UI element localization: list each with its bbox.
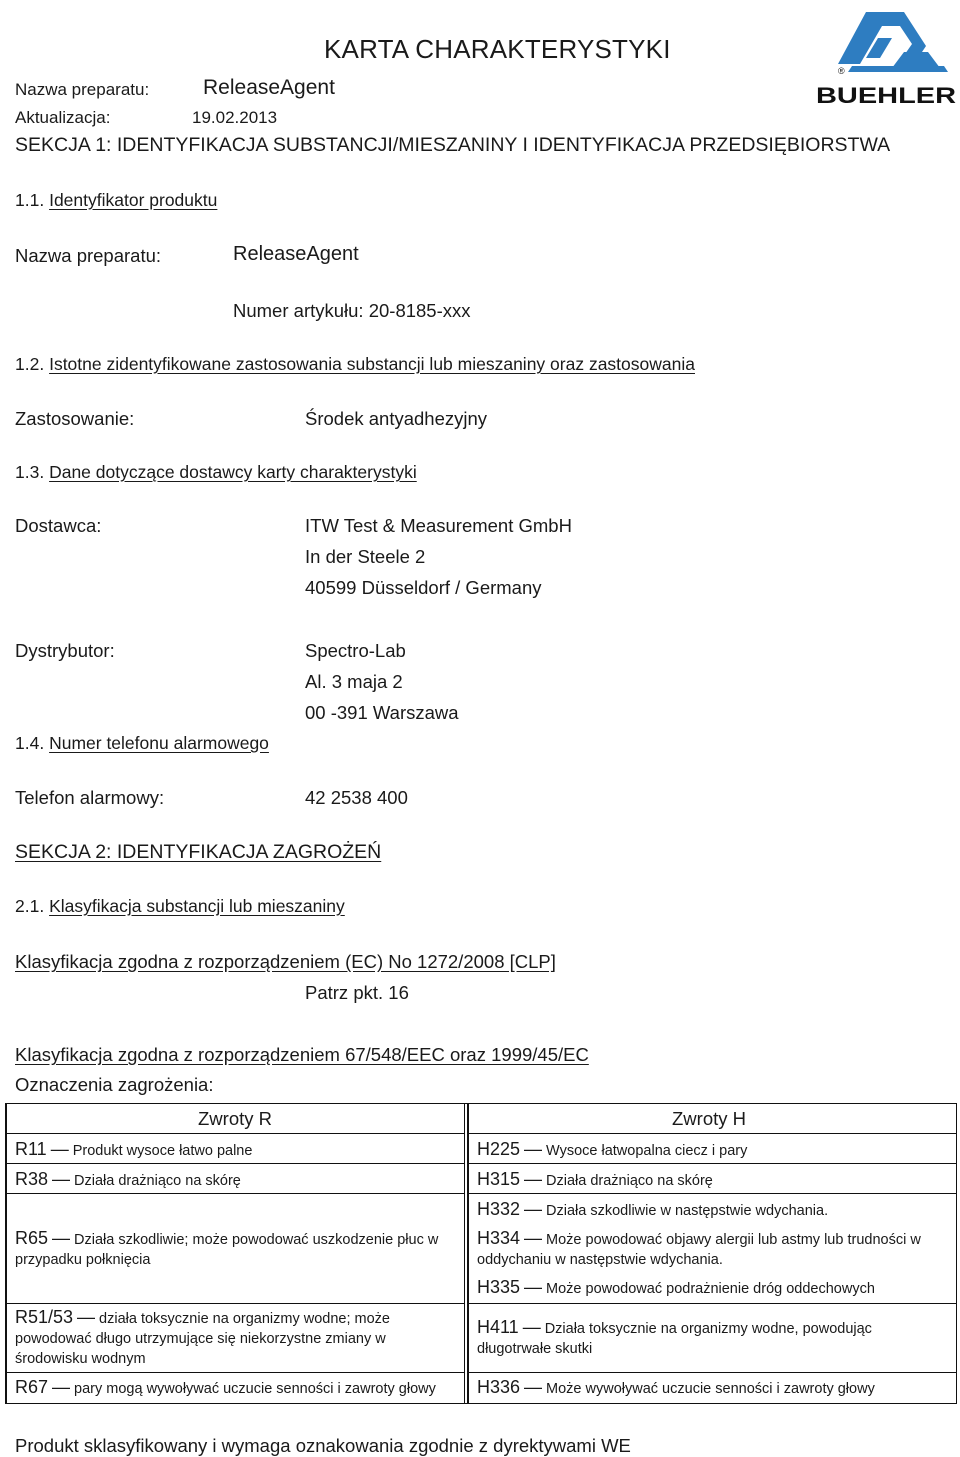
subsection-title: Identyfikator produktu xyxy=(49,190,218,210)
subsection-number: 1.2. xyxy=(15,354,45,374)
use-value: Środek antyadhezyjny xyxy=(305,408,488,429)
h-phrase-row xyxy=(477,1277,875,1299)
h-phrase-text: Wysoce łatwopalna ciecz i pary xyxy=(546,1143,748,1159)
article-number: Numer artykułu: 20-8185-xxx xyxy=(233,300,471,321)
phrase-dash: — xyxy=(524,1228,543,1248)
supplier-label: Dostawca: xyxy=(15,515,102,536)
h-phrase-row xyxy=(477,1139,747,1161)
r-phrase-text: pary mogą wywoływać uczucie senności i zawroty głowy xyxy=(74,1381,436,1397)
subsection-title: Dane dotyczące dostawcy karty charakterystyki xyxy=(49,462,417,482)
r-phrase-row xyxy=(15,1307,425,1369)
h-phrase-text: Działa drażniąco na skórę xyxy=(546,1173,713,1189)
r-phrase-row xyxy=(15,1139,252,1161)
subsection-number: 1.3. xyxy=(15,462,45,482)
subsection-1-3-heading xyxy=(15,462,417,483)
h-phrase-code: H336 xyxy=(477,1377,521,1397)
h-phrase-text: Działa toksycznie na organizmy wodne, powodując długotrwałe skutki xyxy=(477,1321,872,1357)
subsection-title: Klasyfikacja substancji lub mieszaniny xyxy=(49,896,345,916)
phrase-dash: — xyxy=(77,1307,96,1327)
distributor-line: 00 -391 Warszawa xyxy=(305,702,459,723)
r-phrase-code: R65 xyxy=(15,1228,49,1248)
phrase-dash: — xyxy=(52,1228,71,1248)
eec-classification-title: Klasyfikacja zgodna z rozporządzeniem 67/548/EEC oraz 1999/45/EC xyxy=(15,1044,589,1065)
r-phrase-text: Działa szkodliwie; może powodować uszkodzenie płuc w przypadku połknięcia xyxy=(15,1232,439,1268)
r-phrase-row xyxy=(15,1169,241,1191)
phrase-dash: — xyxy=(524,1199,543,1219)
use-label: Zastosowanie: xyxy=(15,408,135,429)
h-phrase-text: Może wywoływać uczucie senności i zawroty głowy xyxy=(546,1381,875,1397)
phone-label: Telefon alarmowy: xyxy=(15,787,165,808)
h-phrase-row xyxy=(477,1199,828,1221)
h-phrase-code: H334 xyxy=(477,1228,521,1248)
supplier-line: 40599 Düsseldorf / Germany xyxy=(305,577,542,598)
r-phrase-text: Działa drażniąco na skórę xyxy=(74,1173,241,1189)
h-phrase-text: Może powodować objawy alergii lub astmy lub trudności w oddychaniu w następstwie wdychania. xyxy=(477,1232,921,1268)
phrase-dash: — xyxy=(524,1139,543,1159)
r-phrase-code: R11 xyxy=(15,1139,47,1159)
h-phrase-row xyxy=(477,1377,875,1399)
r-phrase-text: działa toksycznie na organizmy wodne; może powodować długo utrzymujące się niekorzystne zmiany w środowisku wodnym xyxy=(15,1311,390,1367)
h-phrase-text: Może powodować podrażnienie dróg oddechowych xyxy=(546,1281,875,1297)
r-phrase-text: Produkt wysoce łatwo palne xyxy=(72,1143,253,1159)
subsection-title: Istotne zidentyfikowane zastosowania substancji lub mieszaniny oraz zastosowania xyxy=(49,354,695,374)
h-phrase-code: H411 xyxy=(477,1317,519,1337)
h-phrase-code: H315 xyxy=(477,1169,521,1189)
distributor-label: Dystrybutor: xyxy=(15,640,115,661)
phrase-dash: — xyxy=(524,1169,543,1189)
section-2-title: SEKCJA 2: IDENTYFIKACJA ZAGROŻEŃ xyxy=(15,841,382,863)
supplier-line: In der Steele 2 xyxy=(305,546,426,567)
logo-text: BUEHLER xyxy=(816,83,957,108)
h-phrase-row xyxy=(477,1317,897,1359)
distributor-line: Al. 3 maja 2 xyxy=(305,671,403,692)
product-name-value: ReleaseAgent xyxy=(203,76,335,99)
h-phrases-header: Zwroty H xyxy=(672,1108,746,1129)
hazard-designation-label: Oznaczenia zagrożenia: xyxy=(15,1074,214,1095)
registered-mark: ® xyxy=(838,66,845,76)
section-1-title: SEKCJA 1: IDENTYFIKACJA SUBSTANCJI/MIESZANINY I IDENTYFIKACJA PRZEDSIĘBIORSTWA xyxy=(15,134,891,156)
phrase-dash: — xyxy=(52,1169,71,1189)
phrase-dash: — xyxy=(524,1377,543,1397)
phrase-dash: — xyxy=(524,1277,543,1297)
phrase-dash: — xyxy=(52,1377,71,1397)
phone-value: 42 2538 400 xyxy=(305,787,408,808)
product-name-label: Nazwa preparatu: xyxy=(15,80,150,99)
clp-classification-title: Klasyfikacja zgodna z rozporządzeniem (EC) No 1272/2008 [CLP] xyxy=(15,951,556,972)
update-date: 19.02.2013 xyxy=(192,108,278,127)
subsection-1-2-heading xyxy=(15,354,695,375)
subsection-number: 2.1. xyxy=(15,896,45,916)
distributor-line: Spectro-Lab xyxy=(305,640,406,661)
phrase-dash: — xyxy=(522,1317,541,1337)
subsection-number: 1.4. xyxy=(15,733,45,753)
subsection-number: 1.1. xyxy=(15,190,45,210)
subsection-2-1-heading xyxy=(15,896,345,917)
r-phrase-code: R67 xyxy=(15,1377,49,1397)
r-phrase-row xyxy=(15,1377,436,1399)
r-phrase-row xyxy=(15,1228,455,1270)
h-phrase-row xyxy=(477,1228,937,1270)
h-phrase-row xyxy=(477,1169,713,1191)
r-phrase-code: R51/53 xyxy=(15,1307,74,1327)
h-phrase-code: H335 xyxy=(477,1277,521,1297)
r-phrases-header: Zwroty R xyxy=(198,1108,272,1129)
product-name-label-2: Nazwa preparatu: xyxy=(15,245,162,266)
update-label: Aktualizacja: xyxy=(15,108,111,127)
buehler-logo-mark-icon xyxy=(808,8,960,108)
clp-reference: Patrz pkt. 16 xyxy=(305,982,409,1003)
h-phrase-code: H225 xyxy=(477,1139,521,1159)
subsection-1-4-heading xyxy=(15,733,269,754)
h-phrase-text: Działa szkodliwie w następstwie wdychania. xyxy=(546,1203,829,1219)
document-title: KARTA CHARAKTERYSTYKI xyxy=(324,34,671,64)
subsection-title: Numer telefonu alarmowego xyxy=(49,733,269,753)
hazard-phrases-table xyxy=(5,1103,957,1404)
buehler-logo xyxy=(808,8,960,108)
r-phrase-code: R38 xyxy=(15,1169,49,1189)
subsection-1-1-heading xyxy=(15,190,217,211)
product-name-value-2: ReleaseAgent xyxy=(233,243,359,265)
phrase-dash: — xyxy=(50,1139,69,1159)
classification-footer-line: Produkt sklasyfikowany i wymaga oznakowania zgodnie z dyrektywami WE xyxy=(15,1435,631,1456)
supplier-line: ITW Test & Measurement GmbH xyxy=(305,515,572,536)
h-phrase-code: H332 xyxy=(477,1199,521,1219)
